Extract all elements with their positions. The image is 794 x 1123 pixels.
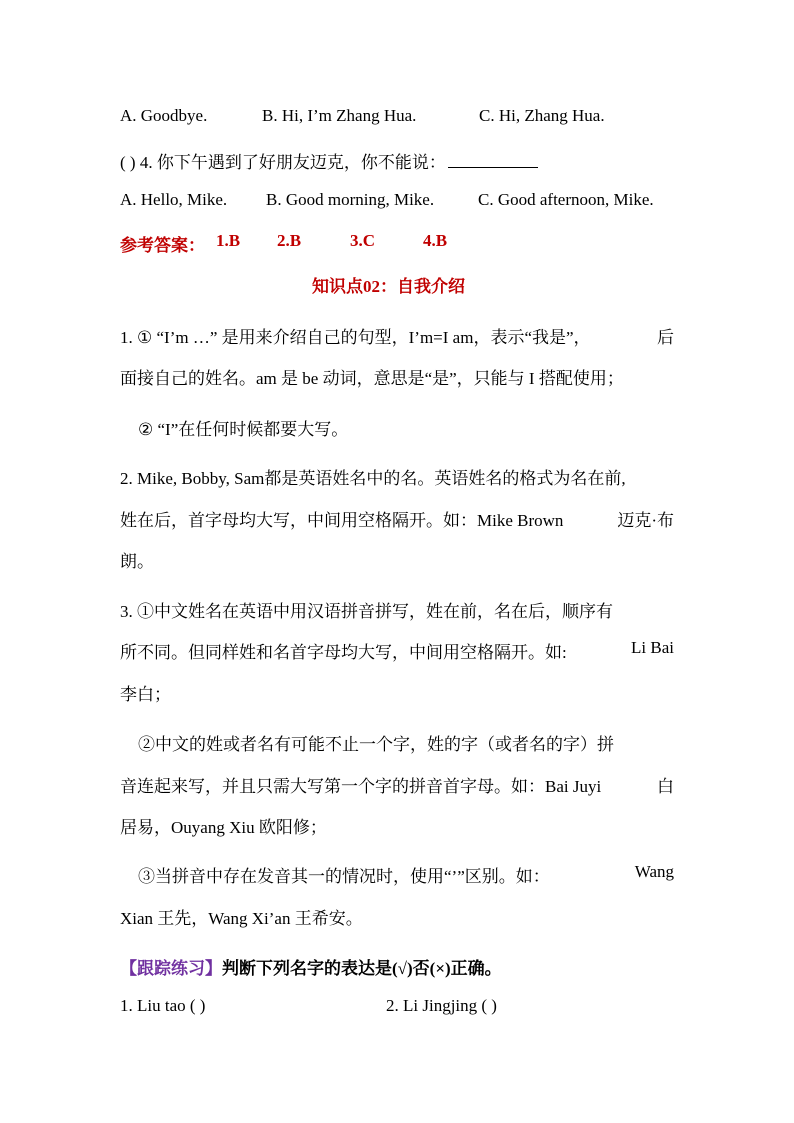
point1-line1 — [120, 323, 674, 348]
practice-item-1: 1. Liu tao ( ) — [120, 996, 206, 1015]
answer-2: 2.B — [277, 231, 302, 250]
point3-line2-text: 所不同。但同样姓和名首字母均大写，中间用空格隔开。如: — [120, 643, 567, 662]
point3-line1: 3. ①中文姓名在英语中用汉语拼音拼写，姓在前，名在后，顺序有 — [120, 602, 613, 621]
point3-line6: 居易，Ouyang Xiu 欧阳修； — [120, 818, 327, 837]
point3-line7-end: Wang — [634, 862, 674, 881]
practice-heading — [120, 954, 502, 979]
q4-option-b: B. Good morning, Mike. — [266, 190, 435, 209]
answer-4: 4.B — [423, 231, 448, 250]
point3-line7 — [138, 862, 674, 887]
point2-line3: 朗。 — [120, 552, 154, 571]
practice-item-2: 2. Li Jingjing ( ) — [386, 996, 497, 1015]
q4-question — [120, 148, 538, 173]
q4-paren: ( ) 4. — [120, 153, 153, 172]
point3-line2 — [120, 638, 674, 663]
q3-option-c: C. Hi, Zhang Hua. — [479, 106, 605, 125]
point3-line4: ②中文的姓或者名有可能不止一个字，姓的字（或者名的字）拼 — [138, 735, 614, 754]
section-title: 知识点02：自我介绍 — [312, 277, 465, 296]
point3-line5-text: 音连起来写，并且只需大写第一个字的拼音首字母。如：Bai Juyi — [120, 777, 602, 796]
practice-tag: 【跟踪练习】 — [120, 959, 222, 978]
answer-3: 3.C — [350, 231, 376, 250]
point3-line7-text: ③当拼音中存在发音其一的情况时，使用“’”区别。如： — [138, 867, 550, 886]
point3-line3: 李白； — [120, 685, 171, 704]
q4-option-c: C. Good afternoon, Mike. — [478, 190, 654, 209]
q3-option-a: A. Goodbye. — [120, 106, 208, 125]
answer-1: 1.B — [216, 231, 241, 250]
point3-line5-end: 白 — [657, 777, 674, 796]
point1-line2: 面接自己的姓名。am 是 be 动词，意思是“是”，只能与 I 搭配使用； — [120, 369, 624, 388]
point1-line1-end: 后 — [657, 328, 674, 347]
point2-line2-end: 迈克·布 — [617, 511, 674, 530]
point2-line1: 2. Mike, Bobby, Sam都是英语姓名中的名。英语姓名的格式为名在前, — [120, 469, 626, 488]
point1-line3: ② “I”在任何时候都要大写。 — [138, 420, 349, 439]
point3-line2-end: Li Bai — [631, 638, 674, 657]
answer-label: 参考答案： — [120, 236, 205, 255]
q3-option-b: B. Hi, I’m Zhang Hua. — [262, 106, 417, 125]
q4-text: 你下午遇到了好朋友迈克，你不能说： — [156, 153, 446, 172]
point3-line8: Xian 王先，Wang Xi’an 王希安。 — [120, 909, 363, 928]
q4-answer-blank — [448, 151, 538, 168]
point1-line1-text: 1. ① “I’m …” 是用来介绍自己的句型，I’m=I am，表示“我是”， — [120, 328, 591, 347]
point2-line2 — [120, 506, 674, 531]
point3-line5 — [120, 772, 674, 797]
practice-instruction: 判断下列名字的表达是(√)否(×)正确。 — [222, 959, 502, 978]
point2-line2-text: 姓在后，首字母均大写，中间用空格隔开。如：Mike Brown — [120, 511, 564, 530]
q4-option-a: A. Hello, Mike. — [120, 190, 228, 209]
